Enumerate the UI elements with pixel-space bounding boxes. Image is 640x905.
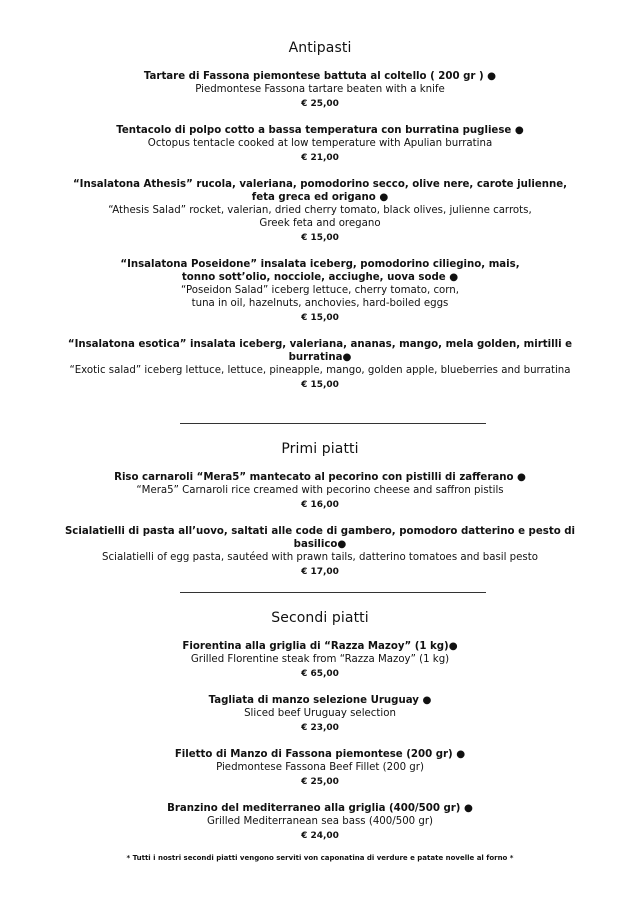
dish-description-line: Scialatielli of egg pasta, sautéed with prawn tails, datterino tomatoes and basil pesto: [102, 552, 538, 563]
dish-name-italian: [40, 124, 600, 137]
dish-name-italian: [40, 802, 600, 815]
section-title: Antipasti: [288, 40, 352, 56]
dish-name-italian: [40, 70, 600, 83]
dish-name-italian: [40, 178, 600, 204]
dish-description-line: Greek feta and oregano: [259, 218, 381, 229]
dish-name-italian: [40, 694, 600, 707]
section-secondi-piatti: [0, 610, 640, 856]
dish-description-english: [40, 484, 600, 497]
dish-description-english: [40, 653, 600, 666]
menu-item: [0, 748, 640, 789]
dish-description-line: Grilled Mediterranean sea bass (400/500 gr): [206, 816, 434, 827]
dish-description-line: “Poseidon Salad” iceberg lettuce, cherry tomato, corn,: [180, 285, 459, 296]
dish-description-line: Grilled Florentine steak from “Razza Mazoy” (1 kg): [190, 654, 450, 665]
dish-name-line: Tentacolo di polpo cotto a bassa temperatura con burratina pugliese ●: [116, 125, 524, 136]
dish-price: € 23,00: [301, 723, 339, 733]
section-title: Primi piatti: [281, 441, 359, 457]
menu-item: [0, 178, 640, 245]
dish-description-line: “Exotic salad” iceberg lettuce, lettuce, pineapple, mango, golden apple, blueberries and burratina: [69, 365, 571, 376]
dish-price: € 15,00: [301, 380, 339, 390]
dish-name-italian: [40, 338, 600, 364]
dish-name-line: Riso carnaroli “Mera5” mantecato al pecorino con pistilli di zafferano ●: [114, 472, 526, 483]
dish-description-english: [40, 284, 600, 310]
dish-name-line: Branzino del mediterraneo alla griglia (400/500 gr) ●: [167, 803, 473, 814]
dish-name-line: Filetto di Manzo di Fassona piemontese (200 gr) ●: [174, 749, 466, 760]
dish-price: € 17,00: [301, 567, 339, 577]
dish-description-english: [40, 83, 600, 96]
menu-item: [0, 802, 640, 843]
dish-price: € 15,00: [301, 313, 339, 323]
footnote: * Tutti i nostri secondi piatti vengono serviti von caponatina di verdure e patate novelle al forno *: [126, 854, 514, 862]
menu-item: [0, 471, 640, 512]
dish-description-english: [40, 551, 600, 564]
dish-price: € 24,00: [301, 831, 339, 841]
dish-description-line: Sliced beef Uruguay selection: [244, 708, 396, 719]
dish-price: € 25,00: [301, 99, 339, 109]
dish-description-english: [40, 204, 600, 230]
section-divider: [180, 423, 486, 424]
dish-description-line: “Mera5” Carnaroli rice creamed with pecorino cheese and saffron pistils: [136, 485, 504, 496]
dish-name-line: Fiorentina alla griglia di “Razza Mazoy” (1 kg)●: [182, 641, 458, 652]
dish-price: € 21,00: [301, 153, 339, 163]
dish-name-line: “Insalatona Athesis” rucola, valeriana, pomodorino secco, olive nere, carote julienne,: [72, 179, 568, 190]
dish-description-english: [40, 707, 600, 720]
menu-item: [0, 338, 640, 392]
menu-item: [0, 124, 640, 165]
dish-name-line: “Insalatona Poseidone” insalata iceberg, pomodorino ciliegino, mais,: [120, 259, 520, 270]
section-divider: [180, 592, 486, 593]
dish-description-line: tuna in oil, hazelnuts, anchovies, hard-boiled eggs: [191, 298, 449, 309]
menu-item: [0, 694, 640, 735]
menu-item: [0, 70, 640, 111]
menu-item: [0, 258, 640, 325]
dish-name-italian: [40, 525, 600, 551]
dish-price: € 16,00: [301, 500, 339, 510]
dish-name-italian: [40, 471, 600, 484]
dish-price: € 15,00: [301, 233, 339, 243]
dish-name-line: “Insalatona esotica” insalata iceberg, valeriana, ananas, mango, mela golden, mirtilli e burratina●: [67, 339, 573, 363]
dish-price: € 25,00: [301, 777, 339, 787]
dish-name-italian: [40, 748, 600, 761]
dish-name-italian: [40, 258, 600, 284]
dish-name-italian: [40, 640, 600, 653]
dish-price: € 65,00: [301, 669, 339, 679]
dish-description-english: [40, 815, 600, 828]
dish-name-line: feta greca ed origano ●: [251, 192, 389, 203]
dish-description-line: Piedmontese Fassona Beef Fillet (200 gr): [216, 762, 424, 773]
dish-description-line: Octopus tentacle cooked at low temperature with Apulian burratina: [147, 138, 493, 149]
section-primi-piatti: [0, 441, 640, 592]
dish-name-line: Scialatielli di pasta all’uovo, saltati alle code di gambero, pomodoro datterino e pesto di basilico●: [64, 526, 576, 550]
dish-name-line: Tartare di Fassona piemontese battuta al coltello ( 200 gr ) ●: [143, 71, 497, 82]
dish-description-english: [40, 761, 600, 774]
section-title: Secondi piatti: [271, 610, 369, 626]
section-antipasti: [0, 40, 640, 405]
dish-description-line: “Athesis Salad” rocket, valerian, dried cherry tomato, black olives, julienne carrots,: [108, 205, 532, 216]
dish-description-english: [40, 137, 600, 150]
menu-item: [0, 640, 640, 681]
menu-item: [0, 525, 640, 579]
dish-description-line: Piedmontese Fassona tartare beaten with a knife: [195, 84, 445, 95]
dish-name-line: tonno sott’olio, nocciole, acciughe, uova sode ●: [181, 272, 459, 283]
dish-description-english: [40, 364, 600, 377]
dish-name-line: Tagliata di manzo selezione Uruguay ●: [208, 695, 432, 706]
